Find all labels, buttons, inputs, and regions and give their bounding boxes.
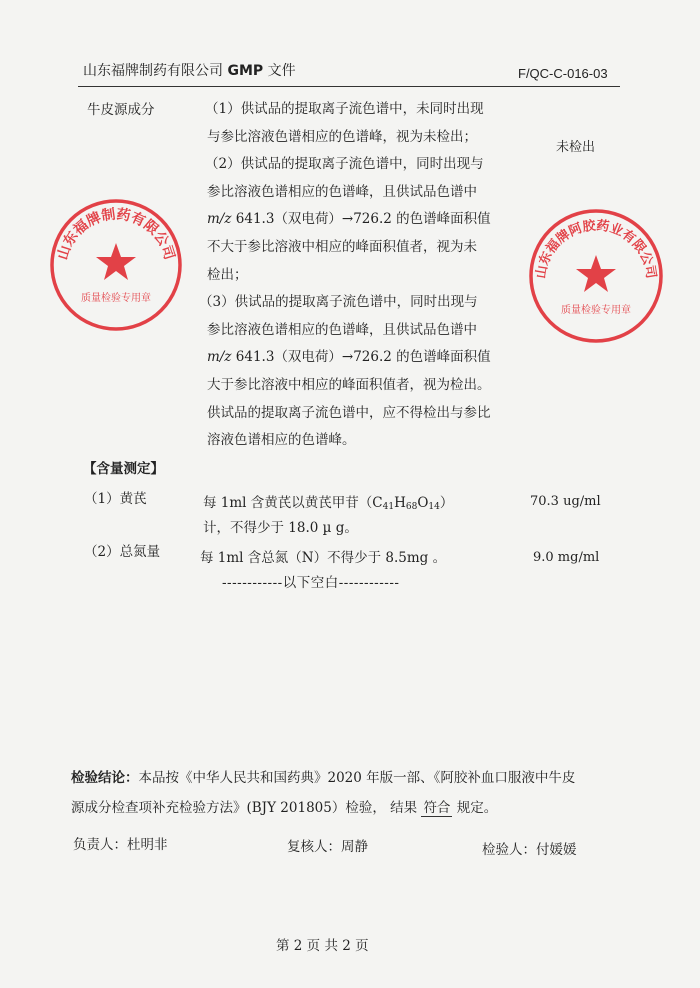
inspector-signature: 检验人：付媛媛 [482, 842, 577, 858]
verdict-value: 符合 [423, 800, 451, 816]
method-line: 不大于参比溶液中相应的峰面积值者，视为未 [207, 238, 477, 255]
method-line: 大于参比溶液中相应的峰面积值者，视为检出。 [207, 376, 491, 393]
astragalus-result: 70.3 ug/ml [530, 494, 601, 509]
bovine-result: 未检出 [556, 140, 596, 155]
conclusion-line1: 检验结论：本品按《中华人民共和国药典》2020 年版一部、《阿胶补血口服液中牛皮 [71, 770, 576, 786]
seal-star-icon [96, 243, 136, 280]
assay-heading: 【含量测定】 [83, 461, 164, 477]
method-line: （1）供试品的提取离子流色谱中，未同时出现 [205, 101, 484, 117]
reviewer-signature: 复核人：周静 [287, 839, 368, 855]
method-line: m/z 641.3（双电荷）→726.2 的色谱峰面积值 [207, 211, 491, 228]
method-line: （3）供试品的提取离子流色谱中，同时出现与 [199, 294, 478, 311]
header-rule [78, 86, 620, 87]
bovine-label: 牛皮源成分 [87, 102, 155, 118]
method-line: 与参比溶液色谱相应的色谱峰，视为未检出； [207, 128, 477, 145]
seal-text: 山东福牌制药有限公司 [54, 206, 178, 262]
method-line: 检出； [207, 266, 248, 283]
astragalus-spec-line2: 计，不得少于 18.0 µ g。 [203, 520, 358, 536]
total-nitrogen-result: 9.0 mg/ml [533, 550, 600, 565]
gmp-label: GMP [227, 63, 264, 79]
company-name: 山东福牌制药有限公司 [83, 63, 223, 79]
astragalus-label: （1）黄芪 [84, 491, 147, 507]
bovine-method-text [199, 96, 491, 455]
doc-code: F/QC-C-016-03 [518, 66, 608, 81]
page-number: 第 2 页 共 2 页 [276, 938, 369, 954]
total-nitrogen-label: （2）总氮量 [84, 544, 161, 560]
seal-subtext: 质量检验专用章 [81, 293, 151, 304]
seal-subtext: 质量检验专用章 [561, 305, 631, 316]
header-title [83, 60, 296, 80]
method-line: 参比溶液色谱相应的色谱峰，且供试品色谱中 [207, 183, 477, 200]
astragalus-spec-line1: 每 1ml 含黄芪以黄芪甲苷$(C_{41}H_{68}O_{14})$ [203, 495, 454, 512]
method-line: 溶液色谱相应的色谱峰。 [207, 432, 356, 449]
doc-word: 文件 [267, 63, 296, 79]
seal-text: 山东福牌阿胶药业有限公司 [533, 218, 659, 280]
method-line: （2）供试品的提取离子流色谱中，同时出现与 [205, 156, 484, 173]
blank-below-line: ------------以下空白------------ [222, 575, 400, 591]
conclusion-line2: 源成分检查项补充检验方法》(BJY 201805）检验， 结果 符合 规定。 [71, 800, 498, 816]
seal-star-icon [576, 255, 616, 292]
right-seal-stamp [525, 205, 667, 347]
method-line: m/z 641.3（双电荷）→726.2 的色谱峰面积值 [207, 349, 491, 366]
responsible-signature: 负责人：杜明非 [73, 837, 168, 853]
total-nitrogen-spec: 每 1ml 含总氮（N）不得少于 8.5mg 。 [200, 550, 447, 566]
method-line: 参比溶液色谱相应的色谱峰，且供试品色谱中 [207, 321, 477, 338]
left-seal-stamp [46, 195, 186, 335]
method-line: 供试品的提取离子流色谱中，应不得检出与参比 [207, 404, 491, 421]
